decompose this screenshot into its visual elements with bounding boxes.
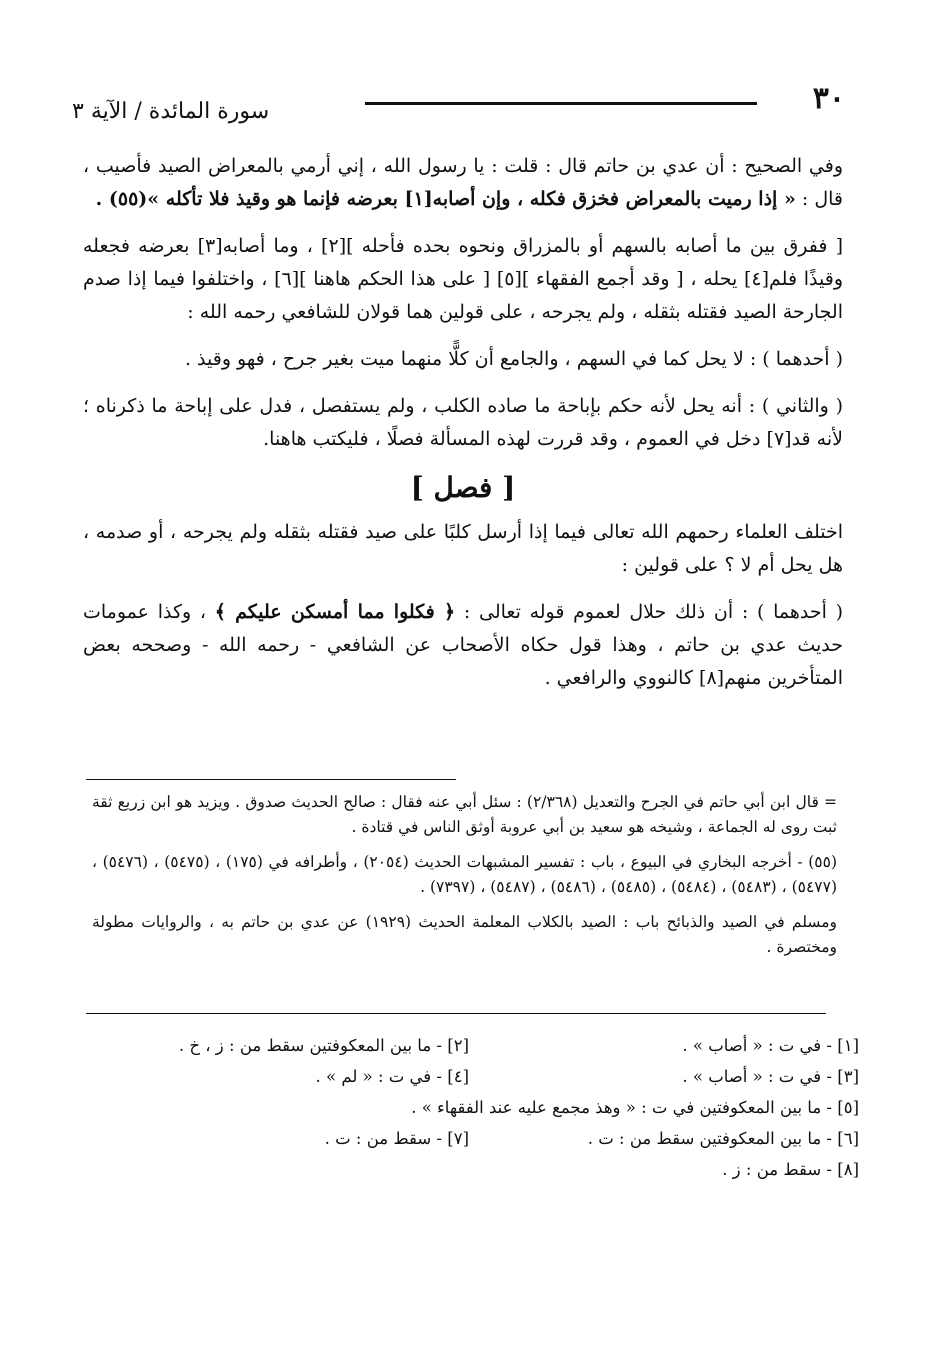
hadith-quote: « إذا رميت بالمعراض فخزق فكله ، وإن أصابه[١] بعرضه فإنما هو وقيذ فلا تأكله »(٥٥) . bbox=[95, 188, 796, 210]
note-1: [١] - في ت : « أصاب » . bbox=[682, 1036, 859, 1055]
commentary-1: = قال ابن أبي حاتم في الجرح والتعديل (٢/٣٦٨) : سئل أبي عنه فقال : صالح الحديث صدوق . ويزيد هو ابن زريع ثقة ثبت روى له الجماعة ، وشيخه هو سعيد بن أبي عروبة أوثق الناس في قتادة . bbox=[92, 793, 838, 836]
paragraph-6-end: ، وكذا عمومات حديث عدي بن حاتم ، وهذا قول حكاه الأصحاب عن الشافعي - رحمه الله - وصححه بعض المتأخرين منهم[٨] كالنووي والرافعي . bbox=[83, 601, 843, 689]
commentary-footnotes bbox=[92, 790, 837, 970]
notes-row bbox=[79, 1123, 859, 1154]
page-number: ٣٠ bbox=[812, 81, 845, 116]
notes-row bbox=[79, 1154, 859, 1185]
paragraph-3: ( أحدهما ) : لا يحل كما في السهم ، والجامع أن كلًّا منهما ميت بغير جرح ، فهو وقيذ . bbox=[184, 348, 843, 370]
note-4: [٤] - في ت : « لم » . bbox=[315, 1067, 469, 1086]
notes-row bbox=[79, 1061, 859, 1092]
paragraph-1-text: وفي الصحيح : أن عدي بن حاتم قال : قلت : يا رسول الله ، إني أرمي بالمعراض الصيد فأصيب ، قال : bbox=[83, 155, 843, 210]
note-6: [٦] - ما بين المعكوفتين سقط من : ت . bbox=[587, 1129, 859, 1148]
commentary-3: ومسلم في الصيد والذبائح باب : الصيد بالكلاب المعلمة الحديث (١٩٢٩) عن عدي بن حاتم به ، والروايات مطولة ومختصرة . bbox=[92, 913, 837, 956]
main-text bbox=[83, 150, 843, 695]
note-7: [٧] - سقط من : ت . bbox=[324, 1129, 469, 1148]
notes-row bbox=[79, 1030, 859, 1061]
paragraph-4: ( والثاني ) : أنه يحل لأنه حكم بإباحة ما صاده الكلب ، ولم يستفصل ، فدل على إباحة ما ذكرناه ؛ لأنه قد[٧] دخل في العموم ، وقد قررت لهذه المسألة فصلًا ، فليكتب هاهنا. bbox=[83, 395, 843, 450]
note-8: [٨] - سقط من : ز . bbox=[722, 1160, 859, 1179]
quran-quote: ﴿ فكلوا مما أمسكن عليكم ﴾ bbox=[214, 601, 456, 623]
surah-title: سورة المائدة / الآية ٣ bbox=[72, 99, 270, 124]
commentary-2: (٥٥) - أخرجه البخاري في البيوع ، باب : تفسير المشبهات الحديث (٢٠٥٤) ، وأطرافه في (١٧٥) ، (٥٤٧٥) ، (٥٤٧٦) ، (٥٤٧٧) ، (٥٤٨٣) ، (٥٤٨٤) ، (٥٤٨٥) ، (٥٤٨٦) ، (٥٤٨٧) ، (٧٣٩٧) . bbox=[92, 853, 838, 896]
paragraph-1 bbox=[83, 150, 843, 216]
paragraph-6-start: ( أحدهما ) : أن ذلك حلال لعموم قوله تعالى : bbox=[463, 601, 843, 623]
manuscript-notes bbox=[79, 1030, 859, 1185]
footnote-divider bbox=[86, 779, 456, 780]
paragraph-6 bbox=[83, 596, 843, 695]
notes-divider bbox=[86, 1013, 826, 1014]
paragraph-5: اختلف العلماء رحمهم الله تعالى فيما إذا أرسل كلبًا على صيد فقتله بثقله ولم يجرحه ، أو صدمه ، هل يحل أم لا ؟ على قولين : bbox=[83, 521, 843, 576]
header-rule bbox=[365, 102, 757, 105]
section-heading: [ فصل ] bbox=[410, 471, 516, 504]
note-2: [٢] - ما بين المعكوفتين سقط من : ز ، خ . bbox=[178, 1036, 469, 1055]
note-3: [٣] - في ت : « أصاب » . bbox=[682, 1067, 859, 1086]
paragraph-2: [ ففرق بين ما أصابه بالسهم أو بالمزراق ونحوه بحده فأحله ][٢] ، وما أصابه[٣] بعرضه فجعله وقيذًا فلم[٤] يحله ، [ وقد أجمع الفقهاء ][٥] [ على هذا الحكم هاهنا ][٦] ، واختلفوا فيما إذا صدم الجارحة الصيد فقتله بثقله ، ولم يجرحه ، على قولين هما قولان للشافعي رحمه الله : bbox=[83, 235, 844, 323]
notes-row bbox=[79, 1092, 859, 1123]
page-header bbox=[72, 82, 845, 130]
note-5: [٥] - ما بين المعكوفتين في ت : « وهذ مجمع عليه عند الفقهاء » . bbox=[411, 1098, 859, 1117]
